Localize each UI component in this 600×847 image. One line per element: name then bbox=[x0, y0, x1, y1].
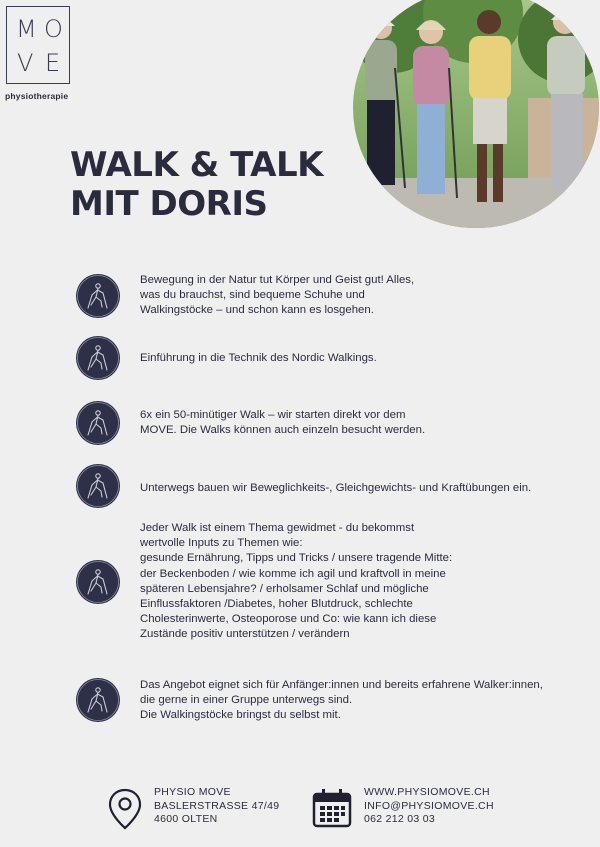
address-city: 4600 OLTEN bbox=[154, 813, 218, 826]
nordic-walker-icon bbox=[76, 678, 120, 722]
feature-text-line: MOVE. Die Walks können auch einzeln besucht werden. bbox=[140, 424, 426, 437]
title-line-2: MIT DORIS bbox=[70, 184, 268, 224]
feature-text-line: Bewegung in der Natur tut Körper und Geist gut! Alles, bbox=[140, 274, 415, 286]
feature-text-line: Das Angebot eignet sich für Anfänger:innen und bereits erfahrene Walker:innen, bbox=[140, 679, 543, 691]
address-name: PHYSIO MOVE bbox=[154, 786, 231, 798]
feature-text-line: Einführung in die Technik des Nordic Walkings. bbox=[140, 352, 377, 364]
location-pin-icon bbox=[108, 788, 142, 830]
feature-text-line: Einflussfaktoren /Diabetes, hoher Blutdruck, schlechte bbox=[140, 598, 413, 611]
nordic-walker-icon bbox=[76, 401, 120, 445]
group-photo bbox=[353, 0, 599, 228]
feature-text bbox=[140, 351, 585, 366]
feature-text bbox=[140, 481, 585, 496]
feature-text-line: Die Walkingstöcke bringst du selbst mit. bbox=[140, 709, 341, 722]
phone-number[interactable]: 062 212 03 03 bbox=[364, 813, 436, 826]
website-link[interactable]: WWW.PHYSIOMOVE.CH bbox=[364, 786, 490, 798]
title-line-1: WALK & TALK bbox=[70, 145, 324, 185]
nordic-walker-icon bbox=[76, 560, 120, 604]
nordic-walker-icon bbox=[76, 464, 120, 508]
feature-text bbox=[140, 521, 585, 643]
feature-text bbox=[140, 273, 585, 319]
logo-tagline: physiotherapie bbox=[5, 91, 69, 101]
feature-text bbox=[140, 408, 585, 438]
feature-text-line: der Beckenboden / wie komme ich agil und kraftvoll in meine bbox=[140, 567, 446, 580]
feature-text-line: Jeder Walk ist einem Thema gewidmet - du bekommst bbox=[140, 522, 415, 534]
group-photo-illustration bbox=[353, 0, 599, 228]
feature-text-line: Unterwegs bauen wir Beweglichkeits-, Gleichgewichts- und Kraftübungen ein. bbox=[140, 482, 532, 494]
feature-text-line: Walkingstöcke – und schon kann es losgehen. bbox=[140, 304, 374, 317]
feature-text bbox=[140, 678, 585, 724]
email-link[interactable]: INFO@PHYSIOMOVE.CH bbox=[364, 799, 494, 812]
move-logo bbox=[6, 6, 70, 84]
logo-letter-e: E bbox=[45, 49, 61, 77]
page-title bbox=[70, 146, 323, 224]
feature-text-line: späteren Lebensjahre? / erholsamer Schlaf und mögliche bbox=[140, 582, 429, 595]
nordic-walker-icon bbox=[76, 274, 120, 318]
address-street: BASLERSTRASSE 47/49 bbox=[154, 799, 280, 812]
logo-letter-o: O bbox=[44, 15, 63, 43]
feature-text-line: die gerne in einer Gruppe unterwegs sind. bbox=[140, 694, 353, 707]
feature-text-line: was du brauchst, sind bequeme Schuhe und bbox=[140, 289, 365, 302]
logo-letter-m: M bbox=[16, 15, 37, 43]
feature-text-line: gesunde Ernährung, Tipps und Tricks / unsere tragende Mitte: bbox=[140, 552, 453, 565]
feature-text-line: 6x ein 50-minütiger Walk – wir starten direkt vor dem bbox=[140, 409, 406, 421]
calendar-icon bbox=[312, 788, 352, 828]
feature-text-line: wertvolle Inputs zu Themen wie: bbox=[140, 537, 303, 550]
logo-letter-v: V bbox=[17, 49, 34, 77]
feature-text-line: Zustände positiv unterstützen / verändern bbox=[140, 628, 350, 641]
nordic-walker-icon bbox=[76, 336, 120, 380]
feature-text-line: Cholesterinwerte, Osteoporose und Co: wie kann ich diese bbox=[140, 613, 437, 626]
